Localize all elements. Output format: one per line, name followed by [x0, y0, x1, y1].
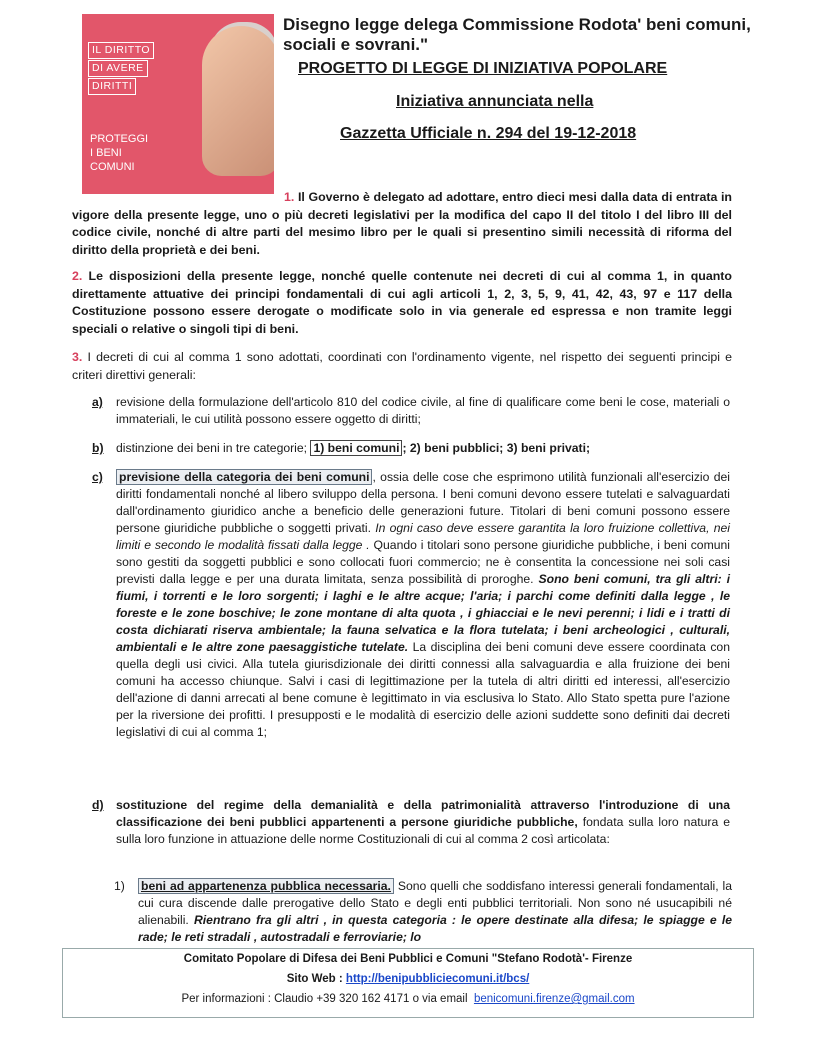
category-beni-comuni: 1) beni comuni — [310, 440, 402, 456]
paragraph-1 — [72, 189, 732, 259]
list-text-part: fondata sulla loro natura e sulla loro funzione in attuazione delle norme Costituzionali di cui al comma 2 così articolata: — [116, 815, 730, 846]
paragraph-number: 2. — [72, 269, 83, 283]
email-link[interactable]: benicomuni.firenze@gmail.com — [473, 993, 635, 1005]
campaign-poster-image — [82, 14, 274, 194]
announcement-line: Iniziativa annunciata nella — [396, 93, 594, 110]
paragraph-number: 3. — [72, 350, 83, 364]
paragraph-2 — [72, 268, 732, 338]
list-label: b) — [92, 441, 104, 455]
list-text — [116, 469, 730, 741]
paragraph-number: 1. — [284, 190, 295, 204]
list-text-bold-italic: Sono beni comuni, tra gli altri: i fiumi, i torrenti e le loro sorgenti; i laghi e le altre acque; l'aria; i parchi come definiti dalla legge , le foreste e le zone boschive; le zone montane di alta quota , i ghiacciai e le nevi perenni; i lidi e i tratti di costa dichiarati riserva ambientale; la fauna selvatica e la flora tutelata; i beni archeologici , culturali, ambientali e le altre zone paesaggistiche tutelate. — [116, 572, 731, 654]
poster-portrait — [202, 26, 274, 176]
list-text-part: distinzione dei beni in tre categorie; — [116, 441, 308, 455]
poster-subtitle-line: COMUNI — [90, 161, 135, 173]
list-text-part: Sono quelli che soddisfano interessi generali fondamentali, la cui cura discende dalle prerogative dello Stato e degli enti pubblici territoriali. Non sono né usucapibili né alienabili. — [138, 879, 733, 927]
footer-info-label: Per informazioni : Claudio +39 320 162 4171 o via email — [181, 993, 468, 1005]
list-label: 1) — [114, 879, 125, 893]
highlighted-term: previsione della categoria dei beni comuni — [116, 469, 372, 485]
footer-website — [63, 969, 753, 989]
footer-site-label: Sito Web : — [286, 973, 343, 985]
gazette-reference: Gazzetta Ufficiale n. 294 del 19-12-2018 — [340, 125, 637, 142]
poster-tag: DIRITTI — [88, 78, 136, 95]
list-text-bold-italic: Rientrano fra gli altri , in questa categoria : le opere destinate alla difesa; le spiagge e le rade; le reti stradali , autostradali e ferroviarie; lo — [138, 913, 733, 944]
list-text-part: ; 2) beni pubblici; 3) beni privati; — [402, 441, 591, 455]
list-text-part: , ossia delle cose che esprimono utilità funzionali all'esercizio dei diritti fondamentali nonché al libero sviluppo della persona. I beni comuni devono essere tutelati e salvaguardati dall'ordinamento giuridico anche a beneficio delle generazioni future. Titolari di beni comuni possono essere persone giuridiche pubbliche o soggetti privati. — [116, 470, 730, 535]
list-label: a) — [92, 395, 103, 409]
website-link[interactable]: http://benipubbliciecomuni.it/bcs/ — [345, 973, 530, 985]
poster-tag: IL DIRITTO — [88, 42, 154, 59]
paragraph-3 — [72, 349, 732, 384]
footer-box — [62, 948, 754, 1018]
list-text-part: La disciplina dei beni comuni deve essere coordinata con quella degli usi civici. Alla tutela giurisdizionale dei diritti connessi alla salvaguardia e alla fruizione dei beni comuni ha accesso chiunque. Salvi i casi di legittimazione per la tutela di altri diritti ed interessi, all'esercizio dell'azione di danni arrecati al bene comune è legittimato in via esclusiva lo Stato. Allo Stato spetta pure l'azione per la riversione dei profitti. I presupposti e le modalità di esercizio delle azioni suddette sono definiti dai decreti legislativi di cui al comma 1; — [116, 640, 730, 739]
highlighted-term: beni ad appartenenza pubblica necessaria. — [138, 878, 394, 894]
poster-tag: DI AVERE — [88, 60, 148, 77]
paragraph-text: I decreti di cui al comma 1 sono adottati, coordinati con l'ordinamento vigente, nel rispetto dei seguenti principi e criteri direttivi generali: — [72, 350, 732, 382]
document-subtitle: PROGETTO DI LEGGE DI INIZIATIVA POPOLARE — [298, 60, 668, 77]
paragraph-text: Le disposizioni della presente legge, nonché quelle contenute nei decreti di cui al comma 1, in quanto direttamente attuative dei principi fondamentali di cui agli articoli 1, 2, 3, 5, 9, 41, 42, 43, 97 e 117 della Costituzione possono essere derogate o modificate solo in via generale ed espressa e non tramite leggi speciali o relative o singoli tipi di beni. — [72, 269, 732, 336]
poster-subtitle-line: PROTEGGI — [90, 133, 149, 145]
poster-subtitle — [90, 132, 148, 174]
footer-committee: Comitato Popolare di Difesa dei Beni Pubblici e Comuni "Stefano Rodotà'- Firenze — [183, 953, 633, 965]
footer-contact — [63, 989, 753, 1009]
list-text — [116, 440, 730, 457]
list-label: d) — [92, 798, 104, 812]
list-label: c) — [92, 470, 103, 484]
list-text-part: Quando i titolari sono persone giuridiche pubbliche, i beni comuni sono gestiti da soggetti pubblici e sono collocati fuori commercio; ne è consentita la concessione nei soli casi previsti dalla legge e per una durata limitata, senza possibilità di proroghe. — [116, 538, 731, 586]
poster-subtitle-line: I BENI — [90, 147, 122, 159]
list-text-bold: sostituzione del regime della demanialità e della patrimonialità attraverso l'introduzione di una classificazione dei beni pubblici appartenenti a persone giuridiche pubbliche, — [116, 798, 730, 829]
list-text — [116, 797, 730, 848]
list-text: revisione della formulazione dell'articolo 810 del codice civile, al fine di qualificare come beni le cose, materiali o immateriali, le cui utilità possono essere oggetto di diritti; — [116, 395, 730, 426]
document-title: Disegno legge delega Commissione Rodota' beni comuni, sociali e sovrani." — [283, 15, 751, 54]
list-text — [138, 878, 732, 946]
list-text-italic: In ogni caso deve essere garantita la loro fruizione collettiva, nei limiti e secondo le modalità fissati dalla legge . — [116, 521, 730, 552]
paragraph-text: Il Governo è delegato ad adottare, entro dieci mesi dalla data di entrata in vigore della presente legge, uno o più decreti legislativi per la modifica del capo II del titolo I del libro III del codice civile, nonché di altre parti del mesimo libro per le quali si presentino simili necessità di riforma del diritto della proprietà e dei beni. — [72, 190, 732, 257]
